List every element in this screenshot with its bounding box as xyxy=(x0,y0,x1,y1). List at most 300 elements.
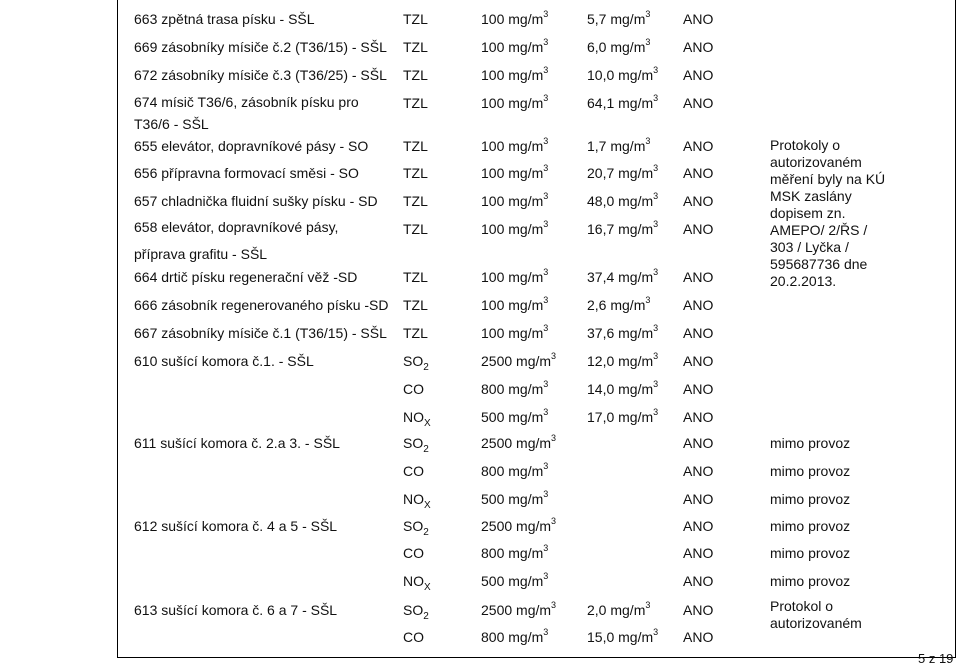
unit-base: mg/m xyxy=(610,602,646,618)
unit-base: mg/m xyxy=(516,518,552,534)
measured-cell xyxy=(587,137,650,157)
limit-cell-text: 500 xyxy=(481,409,505,425)
source-cell xyxy=(134,517,337,535)
limit-cell-text: 100 xyxy=(481,325,505,341)
source-cell-text: 672 zásobníky mísiče č.3 (T36/25) - SŠL xyxy=(134,67,387,83)
unit xyxy=(614,353,658,369)
compliance-cell-text: ANO xyxy=(683,269,714,285)
unit xyxy=(614,95,658,111)
compliance-cell-text: ANO xyxy=(683,518,714,534)
compliance-cell xyxy=(683,572,713,590)
unit xyxy=(512,435,556,451)
unit xyxy=(614,325,658,341)
unit xyxy=(614,165,658,181)
unit xyxy=(504,39,548,55)
compliance-cell-text: ANO xyxy=(683,138,714,154)
limit-cell-text: 100 xyxy=(481,11,505,27)
pollutant-cell-text: NO xyxy=(403,491,424,507)
compliance-cell-text: ANO xyxy=(683,491,714,507)
measured-cell-text: 5,7 xyxy=(587,11,607,27)
limit-cell xyxy=(481,164,548,184)
unit-base: mg/m xyxy=(508,138,544,154)
unit-base: mg/m xyxy=(610,138,646,154)
pollutant-cell-text: SO xyxy=(403,602,424,618)
pollutant-cell-text: CO xyxy=(403,545,424,561)
page-number: 5 z 19 xyxy=(918,651,954,666)
unit-base: mg/m xyxy=(618,629,654,645)
status-note-cell xyxy=(770,517,850,535)
pollutant-cell xyxy=(403,544,424,562)
limit-cell xyxy=(481,38,548,58)
measured-cell xyxy=(587,38,650,58)
unit-base: mg/m xyxy=(610,297,646,313)
limit-cell-text: 100 xyxy=(481,297,505,313)
measured-cell xyxy=(587,408,658,428)
limit-cell-text: 100 xyxy=(481,193,505,209)
source-cell xyxy=(134,352,314,370)
unit-exponent: 3 xyxy=(543,461,549,471)
unit-base: mg/m xyxy=(618,409,654,425)
compliance-cell-text: ANO xyxy=(683,409,714,425)
pollutant-cell xyxy=(403,628,424,646)
unit-exponent: 3 xyxy=(645,295,651,305)
measured-cell-text: 37,4 xyxy=(587,269,615,285)
limit-cell xyxy=(481,192,548,212)
compliance-cell xyxy=(683,517,713,535)
unit-base: mg/m xyxy=(508,629,544,645)
pollutant-cell-text: TZL xyxy=(403,325,428,341)
unit-base: mg/m xyxy=(508,325,544,341)
unit xyxy=(504,573,548,589)
source-cell xyxy=(134,324,387,342)
pollutant-cell-text: TZL xyxy=(403,165,428,181)
limit-cell xyxy=(481,601,556,621)
measured-cell-text: 16,7 xyxy=(587,221,615,237)
limit-cell xyxy=(481,517,556,537)
unit xyxy=(504,269,548,285)
unit xyxy=(614,221,658,237)
measured-cell-text: 6,0 xyxy=(587,39,607,55)
unit xyxy=(614,629,658,645)
source-cell-text: 611 sušící komora č. 2.a 3. - SŠL xyxy=(134,435,340,451)
measured-cell xyxy=(587,220,658,240)
unit xyxy=(504,409,548,425)
pollutant-cell xyxy=(403,380,424,398)
compliance-cell-text: ANO xyxy=(683,435,714,451)
unit-base: mg/m xyxy=(618,67,654,83)
measured-cell xyxy=(587,94,658,114)
limit-cell xyxy=(481,268,548,288)
pollutant-cell xyxy=(403,94,428,112)
unit-base: mg/m xyxy=(508,165,544,181)
compliance-cell xyxy=(683,434,713,452)
source-cell-text: 669 zásobníky mísiče č.2 (T36/15) - SŠL xyxy=(134,39,387,55)
status-note-cell xyxy=(770,462,850,480)
compliance-cell xyxy=(683,137,713,155)
status-note-cell-text: mimo provoz xyxy=(770,518,851,534)
unit xyxy=(504,165,548,181)
pollutant-cell xyxy=(403,434,429,455)
limit-cell-text: 2500 xyxy=(481,435,513,451)
unit-exponent: 3 xyxy=(543,543,549,553)
measured-cell-text: 64,1 xyxy=(587,95,615,111)
unit-exponent: 3 xyxy=(543,489,549,499)
unit-exponent: 3 xyxy=(543,571,549,581)
status-note-cell xyxy=(770,490,850,508)
unit-base: mg/m xyxy=(618,353,654,369)
compliance-cell-text: ANO xyxy=(683,95,714,111)
unit-exponent: 3 xyxy=(543,9,549,19)
protocol-note-2: Protokol o autorizovaném xyxy=(770,598,862,631)
unit-base: mg/m xyxy=(618,221,654,237)
limit-cell xyxy=(481,10,548,30)
unit xyxy=(504,629,548,645)
limit-cell-text: 100 xyxy=(481,165,505,181)
measured-cell-text: 12,0 xyxy=(587,353,615,369)
source-cell-text: 663 zpětná trasa písku - SŠL xyxy=(134,11,315,27)
unit-base: mg/m xyxy=(618,165,654,181)
measured-cell-text: 10,0 xyxy=(587,67,615,83)
limit-cell xyxy=(481,408,548,428)
unit-base: mg/m xyxy=(508,39,544,55)
unit xyxy=(614,67,658,83)
compliance-cell xyxy=(683,490,713,508)
unit xyxy=(504,221,548,237)
source-cell xyxy=(134,137,368,155)
pollutant-cell-text: TZL xyxy=(403,297,428,313)
unit xyxy=(614,381,658,397)
measured-cell xyxy=(587,66,658,86)
unit xyxy=(504,297,548,313)
source-cell-text: 656 přípravna formovací směsi - SO xyxy=(134,165,359,181)
limit-cell-text: 2500 xyxy=(481,602,513,618)
compliance-cell-text: ANO xyxy=(683,602,714,618)
compliance-cell xyxy=(683,380,713,398)
status-note-cell xyxy=(770,572,850,590)
limit-cell xyxy=(481,137,548,157)
unit-exponent: 3 xyxy=(543,191,549,201)
source-cell-text: 612 sušící komora č. 4 a 5 - SŠL xyxy=(134,518,338,534)
pollutant-subscript: X xyxy=(424,500,431,511)
compliance-cell-text: ANO xyxy=(683,573,714,589)
unit-exponent: 3 xyxy=(551,433,557,443)
pollutant-subscript: 2 xyxy=(423,444,429,455)
compliance-cell xyxy=(683,408,713,426)
unit-base: mg/m xyxy=(618,95,654,111)
measured-cell xyxy=(587,601,650,621)
compliance-cell xyxy=(683,628,713,646)
compliance-cell-text: ANO xyxy=(683,39,714,55)
limit-cell-text: 100 xyxy=(481,67,505,83)
pollutant-cell-text: SO xyxy=(403,518,424,534)
compliance-cell xyxy=(683,220,713,238)
compliance-cell-text: ANO xyxy=(683,325,714,341)
unit-exponent: 3 xyxy=(551,600,557,610)
unit xyxy=(504,11,548,27)
pollutant-cell-text: TZL xyxy=(403,138,428,154)
measured-cell xyxy=(587,192,658,212)
unit xyxy=(512,518,556,534)
compliance-cell xyxy=(683,66,713,84)
source-cell xyxy=(134,38,387,56)
pollutant-cell xyxy=(403,408,431,429)
compliance-cell xyxy=(683,324,713,342)
limit-cell-text: 100 xyxy=(481,95,505,111)
pollutant-cell xyxy=(403,38,428,56)
limit-cell-text: 2500 xyxy=(481,518,513,534)
unit-exponent: 3 xyxy=(645,600,651,610)
limit-cell-text: 100 xyxy=(481,269,505,285)
pollutant-cell xyxy=(403,601,429,622)
unit-exponent: 3 xyxy=(543,219,549,229)
limit-cell-text: 800 xyxy=(481,545,505,561)
pollutant-cell xyxy=(403,490,431,511)
pollutant-cell xyxy=(403,10,428,28)
status-note-cell-text: mimo provoz xyxy=(770,545,851,561)
status-note-cell-text: mimo provoz xyxy=(770,491,851,507)
unit-exponent: 3 xyxy=(653,65,659,75)
unit xyxy=(614,193,658,209)
status-note-cell-text: mimo provoz xyxy=(770,573,851,589)
pollutant-cell-text: SO xyxy=(403,435,424,451)
limit-cell-text: 800 xyxy=(481,381,505,397)
pollutant-cell xyxy=(403,352,429,373)
pollutant-cell xyxy=(403,164,428,182)
unit-exponent: 3 xyxy=(551,351,557,361)
limit-cell-text: 2500 xyxy=(481,353,513,369)
status-note-cell-text: mimo provoz xyxy=(770,463,851,479)
source-cell xyxy=(134,192,378,210)
unit-base: mg/m xyxy=(610,39,646,55)
pollutant-cell xyxy=(403,66,428,84)
unit xyxy=(606,138,650,154)
status-note-cell-text: mimo provoz xyxy=(770,435,851,451)
pollutant-cell-text: TZL xyxy=(403,193,428,209)
compliance-cell xyxy=(683,544,713,562)
source-cell-text: 658 elevátor, dopravníkové pásy, příprava grafitu - SŠL xyxy=(134,219,339,262)
compliance-cell-text: ANO xyxy=(683,11,714,27)
measured-cell xyxy=(587,268,658,288)
unit xyxy=(504,463,548,479)
unit-base: mg/m xyxy=(508,269,544,285)
compliance-cell xyxy=(683,268,713,286)
pollutant-cell xyxy=(403,517,429,538)
source-cell xyxy=(134,164,359,182)
limit-cell xyxy=(481,324,548,344)
compliance-cell-text: ANO xyxy=(683,353,714,369)
limit-cell xyxy=(481,572,548,592)
compliance-cell xyxy=(683,10,713,28)
compliance-cell xyxy=(683,38,713,56)
pollutant-cell xyxy=(403,268,428,286)
unit-exponent: 3 xyxy=(543,37,549,47)
measured-cell xyxy=(587,164,658,184)
pollutant-subscript: 2 xyxy=(423,527,429,538)
unit-exponent: 3 xyxy=(645,136,651,146)
source-cell-text: 664 drtič písku regenerační věž -SD xyxy=(134,269,358,285)
unit xyxy=(512,602,556,618)
limit-cell xyxy=(481,66,548,86)
unit-base: mg/m xyxy=(508,193,544,209)
unit-exponent: 3 xyxy=(653,407,659,417)
source-cell-text: 674 mísič T36/6, zásobník písku pro T36/6 - SŠL xyxy=(134,94,359,132)
limit-cell-text: 500 xyxy=(481,573,505,589)
unit-base: mg/m xyxy=(508,67,544,83)
source-cell xyxy=(134,10,315,28)
compliance-cell-text: ANO xyxy=(683,545,714,561)
pollutant-subscript: 2 xyxy=(423,611,429,622)
unit-exponent: 3 xyxy=(543,627,549,637)
limit-cell xyxy=(481,490,548,510)
pollutant-cell-text: TZL xyxy=(403,221,428,237)
unit-exponent: 3 xyxy=(551,516,557,526)
unit-base: mg/m xyxy=(610,11,646,27)
unit-exponent: 3 xyxy=(543,267,549,277)
status-note-cell xyxy=(770,434,850,452)
pollutant-cell xyxy=(403,137,428,155)
compliance-cell-text: ANO xyxy=(683,629,714,645)
pollutant-subscript: X xyxy=(424,582,431,593)
source-cell xyxy=(134,91,374,135)
pollutant-cell-text: TZL xyxy=(403,39,428,55)
unit-exponent: 3 xyxy=(543,379,549,389)
unit-exponent: 3 xyxy=(543,136,549,146)
measured-cell-text: 1,7 xyxy=(587,138,607,154)
compliance-cell xyxy=(683,192,713,210)
unit-base: mg/m xyxy=(508,463,544,479)
measured-cell xyxy=(587,352,658,372)
limit-cell xyxy=(481,94,548,114)
unit-base: mg/m xyxy=(618,269,654,285)
compliance-cell-text: ANO xyxy=(683,67,714,83)
measured-cell-text: 14,0 xyxy=(587,381,615,397)
unit xyxy=(614,269,658,285)
pollutant-cell xyxy=(403,462,424,480)
source-cell xyxy=(134,268,357,286)
unit-base: mg/m xyxy=(508,409,544,425)
unit xyxy=(606,297,650,313)
compliance-cell-text: ANO xyxy=(683,381,714,397)
compliance-cell-text: ANO xyxy=(683,221,714,237)
unit-base: mg/m xyxy=(508,381,544,397)
unit-base: mg/m xyxy=(516,435,552,451)
unit-exponent: 3 xyxy=(653,351,659,361)
measured-cell xyxy=(587,380,658,400)
limit-cell-text: 100 xyxy=(481,221,505,237)
source-cell-text: 666 zásobník regenerovaného písku -SD xyxy=(134,297,389,313)
compliance-cell xyxy=(683,352,713,370)
limit-cell xyxy=(481,296,548,316)
pollutant-cell xyxy=(403,572,431,593)
pollutant-cell-text: TZL xyxy=(403,95,428,111)
pollutant-cell-text: TZL xyxy=(403,67,428,83)
unit xyxy=(504,381,548,397)
limit-cell xyxy=(481,220,548,240)
source-cell xyxy=(134,296,389,314)
unit-base: mg/m xyxy=(508,545,544,561)
pollutant-cell-text: CO xyxy=(403,463,424,479)
source-cell-text: 657 chladnička fluidní sušky písku - SD xyxy=(134,193,378,209)
measured-cell-text: 15,0 xyxy=(587,629,615,645)
pollutant-cell-text: CO xyxy=(403,629,424,645)
unit xyxy=(504,95,548,111)
unit xyxy=(504,545,548,561)
pollutant-subscript: X xyxy=(424,418,431,429)
unit-exponent: 3 xyxy=(543,65,549,75)
unit xyxy=(606,39,650,55)
measured-cell-text: 2,0 xyxy=(587,602,607,618)
unit xyxy=(504,193,548,209)
unit xyxy=(512,353,556,369)
unit xyxy=(504,67,548,83)
unit-exponent: 3 xyxy=(645,37,651,47)
unit xyxy=(504,491,548,507)
measured-cell xyxy=(587,10,650,30)
measured-cell xyxy=(587,324,658,344)
pollutant-subscript: 2 xyxy=(423,362,429,373)
pollutant-cell-text: TZL xyxy=(403,11,428,27)
pollutant-cell xyxy=(403,220,428,238)
compliance-cell-text: ANO xyxy=(683,165,714,181)
source-cell xyxy=(134,214,364,268)
limit-cell-text: 500 xyxy=(481,491,505,507)
status-note-cell xyxy=(770,544,850,562)
unit xyxy=(614,409,658,425)
unit-base: mg/m xyxy=(508,491,544,507)
limit-cell-text: 100 xyxy=(481,39,505,55)
measured-cell-text: 48,0 xyxy=(587,193,615,209)
protocol-note-1: Protokoly o autorizovaném měření byly na KÚ MSK zaslány dopisem zn. AMEPO/ 2/ŘS / 303 / Lyčka / 595687736 dne 20.2.2013. xyxy=(770,137,886,289)
unit-exponent: 3 xyxy=(653,93,659,103)
unit-exponent: 3 xyxy=(653,379,659,389)
measured-cell-text: 20,7 xyxy=(587,165,615,181)
compliance-cell xyxy=(683,601,713,619)
source-cell-text: 655 elevátor, dopravníkové pásy - SO xyxy=(134,138,369,154)
unit xyxy=(504,325,548,341)
compliance-cell xyxy=(683,164,713,182)
source-cell xyxy=(134,66,387,84)
unit-exponent: 3 xyxy=(653,627,659,637)
pollutant-cell xyxy=(403,324,428,342)
compliance-cell-text: ANO xyxy=(683,297,714,313)
limit-cell xyxy=(481,434,556,454)
limit-cell-text: 100 xyxy=(481,138,505,154)
measured-cell xyxy=(587,628,658,648)
source-cell xyxy=(134,434,340,452)
unit-base: mg/m xyxy=(618,381,654,397)
unit xyxy=(504,138,548,154)
compliance-cell-text: ANO xyxy=(683,193,714,209)
unit-exponent: 3 xyxy=(653,323,659,333)
limit-cell-text: 800 xyxy=(481,463,505,479)
unit-exponent: 3 xyxy=(653,267,659,277)
unit-base: mg/m xyxy=(508,297,544,313)
pollutant-cell-text: CO xyxy=(403,381,424,397)
unit-base: mg/m xyxy=(618,193,654,209)
unit-base: mg/m xyxy=(508,95,544,111)
pollutant-cell-text: NO xyxy=(403,573,424,589)
limit-cell xyxy=(481,544,548,564)
source-cell-text: 613 sušící komora č. 6 a 7 - SŠL xyxy=(134,602,338,618)
compliance-cell xyxy=(683,94,713,112)
measured-cell xyxy=(587,296,650,316)
unit-base: mg/m xyxy=(508,221,544,237)
limit-cell xyxy=(481,380,548,400)
pollutant-cell-text: SO xyxy=(403,353,424,369)
unit-exponent: 3 xyxy=(653,191,659,201)
unit-base: mg/m xyxy=(516,602,552,618)
measured-cell-text: 17,0 xyxy=(587,409,615,425)
